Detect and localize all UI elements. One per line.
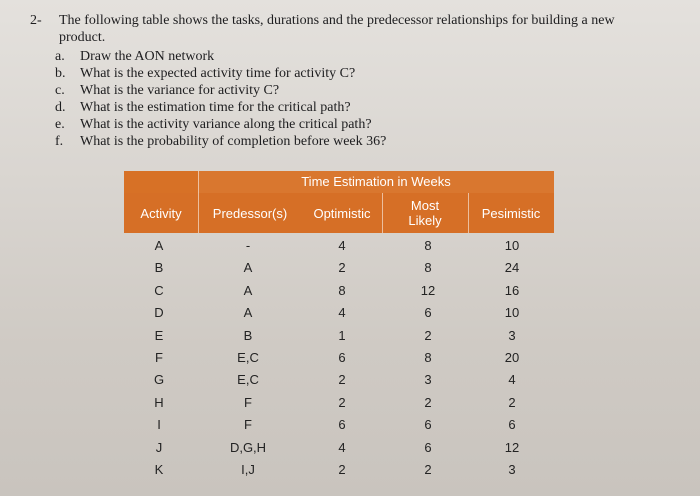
cell-predecessors: I,J (241, 461, 255, 477)
sub-question-letter: d. (55, 100, 66, 115)
cell-activity: G (153, 372, 165, 388)
sub-question-text: What is the activity variance along the critical path? (80, 117, 372, 132)
column-header-activity: Activity (140, 205, 182, 221)
cell-activity: I (157, 417, 161, 433)
cell-optimistic: 8 (338, 282, 346, 298)
sub-question-list (55, 48, 615, 150)
sub-question-text: What is the estimation time for the critical path? (80, 100, 351, 115)
cell-pessimistic: 2 (508, 394, 516, 410)
cell-most-likely: 8 (424, 238, 432, 253)
sub-question-letter: f. (55, 134, 64, 149)
sub-question (55, 99, 615, 116)
cell-predecessors: E,C (237, 349, 259, 365)
cell-optimistic: 4 (338, 439, 346, 455)
table-row (124, 257, 554, 279)
table-row (124, 414, 554, 436)
sub-question-letter: c. (55, 83, 65, 98)
table-row (124, 347, 554, 369)
cell-most-likely: 6 (424, 305, 432, 321)
sub-question (55, 82, 615, 99)
header-divider (468, 193, 469, 233)
column-header-optimistic: Optimistic (313, 205, 371, 221)
column-header-predecessors: Predessor(s) (212, 205, 288, 221)
cell-optimistic: 2 (338, 372, 346, 388)
cell-predecessors: E,C (237, 372, 259, 388)
question-number: 2- (30, 13, 42, 28)
cell-optimistic: 2 (338, 260, 346, 276)
cell-predecessors: B (243, 327, 253, 343)
cell-pessimistic: 16 (504, 282, 520, 298)
time-estimation-heading: Time Estimation in Weeks (301, 174, 451, 189)
table-row (124, 235, 554, 257)
cell-pessimistic: 12 (504, 439, 520, 455)
cell-activity: H (154, 394, 164, 410)
cell-pessimistic: 4 (508, 372, 516, 388)
cell-most-likely: 3 (424, 372, 432, 388)
cell-activity: K (154, 461, 164, 477)
cell-most-likely: 6 (424, 439, 432, 455)
cell-optimistic: 4 (338, 305, 346, 321)
cell-optimistic: 4 (338, 238, 346, 253)
sub-question-text: What is the expected activity time for activity C? (80, 66, 356, 81)
activity-table (124, 171, 554, 484)
header-divider (198, 171, 199, 233)
cell-predecessors: A (243, 282, 253, 298)
table-row (124, 302, 554, 324)
sub-question-letter: b. (55, 66, 66, 81)
table-group-header (198, 171, 554, 193)
cell-optimistic: 1 (338, 327, 346, 343)
cell-activity: C (154, 282, 164, 298)
sub-question-text: What is the probability of completion before week 36? (80, 134, 387, 149)
table-row (124, 437, 554, 459)
sub-question-letter: e. (55, 117, 65, 132)
cell-activity: E (154, 327, 164, 343)
cell-activity: A (154, 238, 164, 253)
sub-question-text: Draw the AON network (80, 49, 215, 64)
header-divider (382, 193, 383, 233)
table-row (124, 325, 554, 347)
cell-activity: F (155, 349, 163, 365)
sub-question-letter: a. (55, 49, 65, 64)
cell-most-likely: 2 (424, 394, 432, 410)
cell-most-likely: 12 (420, 282, 436, 298)
cell-pessimistic: 3 (508, 461, 516, 477)
question-text: The following table shows the tasks, durations and the predecessor relationships for building a new product. (59, 13, 615, 45)
cell-predecessors: A (243, 305, 253, 321)
table-header-corner (124, 171, 198, 193)
cell-activity: B (154, 260, 164, 276)
cell-optimistic: 6 (338, 349, 346, 365)
sub-question (55, 65, 615, 82)
sub-question (55, 133, 615, 150)
table-body (124, 235, 554, 481)
cell-pessimistic: 6 (508, 417, 516, 433)
cell-most-likely: 2 (424, 327, 432, 343)
sub-question-text: What is the variance for activity C? (80, 83, 280, 98)
cell-optimistic: 2 (338, 394, 346, 410)
cell-pessimistic: 10 (504, 238, 520, 253)
cell-pessimistic: 24 (504, 260, 520, 276)
sub-question (55, 116, 615, 133)
cell-predecessors: F (244, 417, 252, 433)
cell-predecessors: - (245, 238, 251, 253)
table-column-header-row (124, 193, 554, 233)
cell-pessimistic: 20 (504, 349, 520, 365)
cell-predecessors: F (244, 394, 252, 410)
cell-activity: D (154, 305, 164, 321)
cell-most-likely: 2 (424, 461, 432, 477)
cell-pessimistic: 3 (508, 327, 516, 343)
cell-optimistic: 2 (338, 461, 346, 477)
cell-activity: J (155, 439, 163, 455)
cell-optimistic: 6 (338, 417, 346, 433)
cell-predecessors: D,G,H (229, 439, 267, 455)
column-header-most-likely (382, 193, 468, 233)
cell-most-likely: 6 (424, 417, 432, 433)
table-row (124, 392, 554, 414)
column-header-pessimistic: Pesimistic (481, 205, 541, 221)
cell-pessimistic: 10 (504, 305, 520, 321)
cell-most-likely: 8 (424, 260, 432, 276)
sub-question (55, 48, 615, 65)
table-row (124, 280, 554, 302)
most-likely-label: Most Likely (408, 198, 442, 228)
table-row (124, 369, 554, 391)
cell-predecessors: A (243, 260, 253, 276)
table-row (124, 459, 554, 481)
cell-most-likely: 8 (424, 349, 432, 365)
